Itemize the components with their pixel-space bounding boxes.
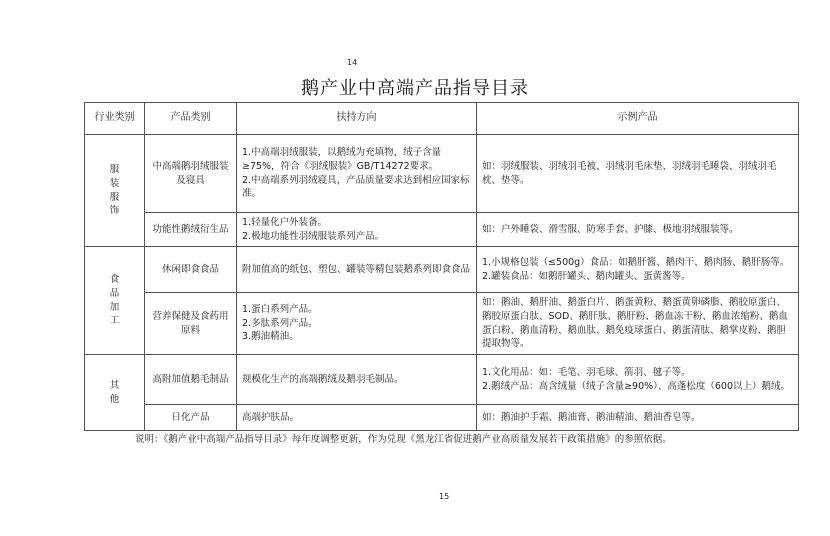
table-row — [85, 355, 799, 405]
header-industry: 行业类别 — [85, 103, 145, 135]
support-cell: 1.蛋白系列产品。 2.多肽系列产品。 3.鹅油精油。 — [237, 293, 477, 355]
table-row — [85, 135, 799, 213]
support-cell: 1.轻量化户外装备。 2.极地功能性羽绒服装系列产品。 — [237, 213, 477, 247]
category-cell: 日化产品 — [145, 405, 237, 431]
support-cell: 1.中高端羽绒服装，以鹅绒为充填物，绒子含量≥75%，符合《羽绒服装》GB/T14272要求。 2.中高端系列羽绒寝具，产品质量要求达到相应国家标准。 — [237, 135, 477, 213]
header-support: 扶持方向 — [237, 103, 477, 135]
product-catalog-table — [84, 102, 799, 431]
category-cell: 营养保健及食药用原料 — [145, 293, 237, 355]
page-number-bottom: 15 — [439, 492, 450, 501]
industry-cell: 其他 — [85, 355, 145, 431]
examples-cell: 如：鹅油、鹅肝油、鹅蛋白片、鹅蛋黄粉、鹅蛋黄卵磷脂、鹅胶原蛋白、鹅胶原蛋白肽、SOD、鹅肝肽、鹅肝粉、鹅血冻干粉、鹅血浓缩粉、鹅血蛋白粉、鹅血清粉、鹅血肽、鹅免疫球蛋白、鹅蛋清肽、鹅掌皮粉、鹅胆提取物等。 — [477, 293, 799, 355]
header-examples: 示例产品 — [477, 103, 799, 135]
category-cell: 中高端鹅羽绒服装及寝具 — [145, 135, 237, 213]
support-cell: 规模化生产的高端鹅绒及鹅羽毛制品。 — [237, 355, 477, 405]
table-row — [85, 405, 799, 431]
category-cell: 休闲即食食品 — [145, 247, 237, 293]
examples-cell: 如：羽绒服装、羽绒羽毛被、羽绒羽毛床垫、羽绒羽毛睡袋、羽绒羽毛枕、垫等。 — [477, 135, 799, 213]
table-header-row — [85, 103, 799, 135]
page-title: 鹅产业中高端产品指导目录 — [301, 78, 529, 99]
industry-cell: 食品加工 — [85, 247, 145, 355]
examples-cell: 如：户外睡袋、滑雪服、防寒手套、护膝、极地羽绒服装等。 — [477, 213, 799, 247]
header-category: 产品类别 — [145, 103, 237, 135]
category-cell: 高附加值鹅毛制品 — [145, 355, 237, 405]
table-row — [85, 293, 799, 355]
industry-cell: 服装服饰 — [85, 135, 145, 247]
support-cell: 高端护肤品。 — [237, 405, 477, 431]
examples-cell: 1.文化用品：如：毛笔、羽毛球、箭羽、毽子等。 2.鹅绒产品：高含绒量（绒子含量≥90%）、高蓬松度（600以上）鹅绒。 — [477, 355, 799, 405]
page-number-top: 14 — [347, 58, 358, 67]
examples-cell: 如：鹅油护手霜、鹅油膏、鹅油精油、鹅油香皂等。 — [477, 405, 799, 431]
footnote: 说明：《鹅产业中高端产品指导目录》每年度调整更新，作为兑现《黑龙江省促进鹅产业高质量发展若干政策措施》的参照依据。 — [135, 434, 672, 445]
table-row — [85, 247, 799, 293]
support-cell: 附加值高的纸包、塑包、罐装等精包装鹅系列即食食品 — [237, 247, 477, 293]
table-row — [85, 213, 799, 247]
category-cell: 功能性鹅绒衍生品 — [145, 213, 237, 247]
examples-cell: 1.小规格包装（≤500g）食品：如鹅肝酱、鹅肉干、鹅肉肠、鹅肝肠等。 2.罐装食品：如鹅肝罐头、鹅肉罐头、蛋黄酱等。 — [477, 247, 799, 293]
